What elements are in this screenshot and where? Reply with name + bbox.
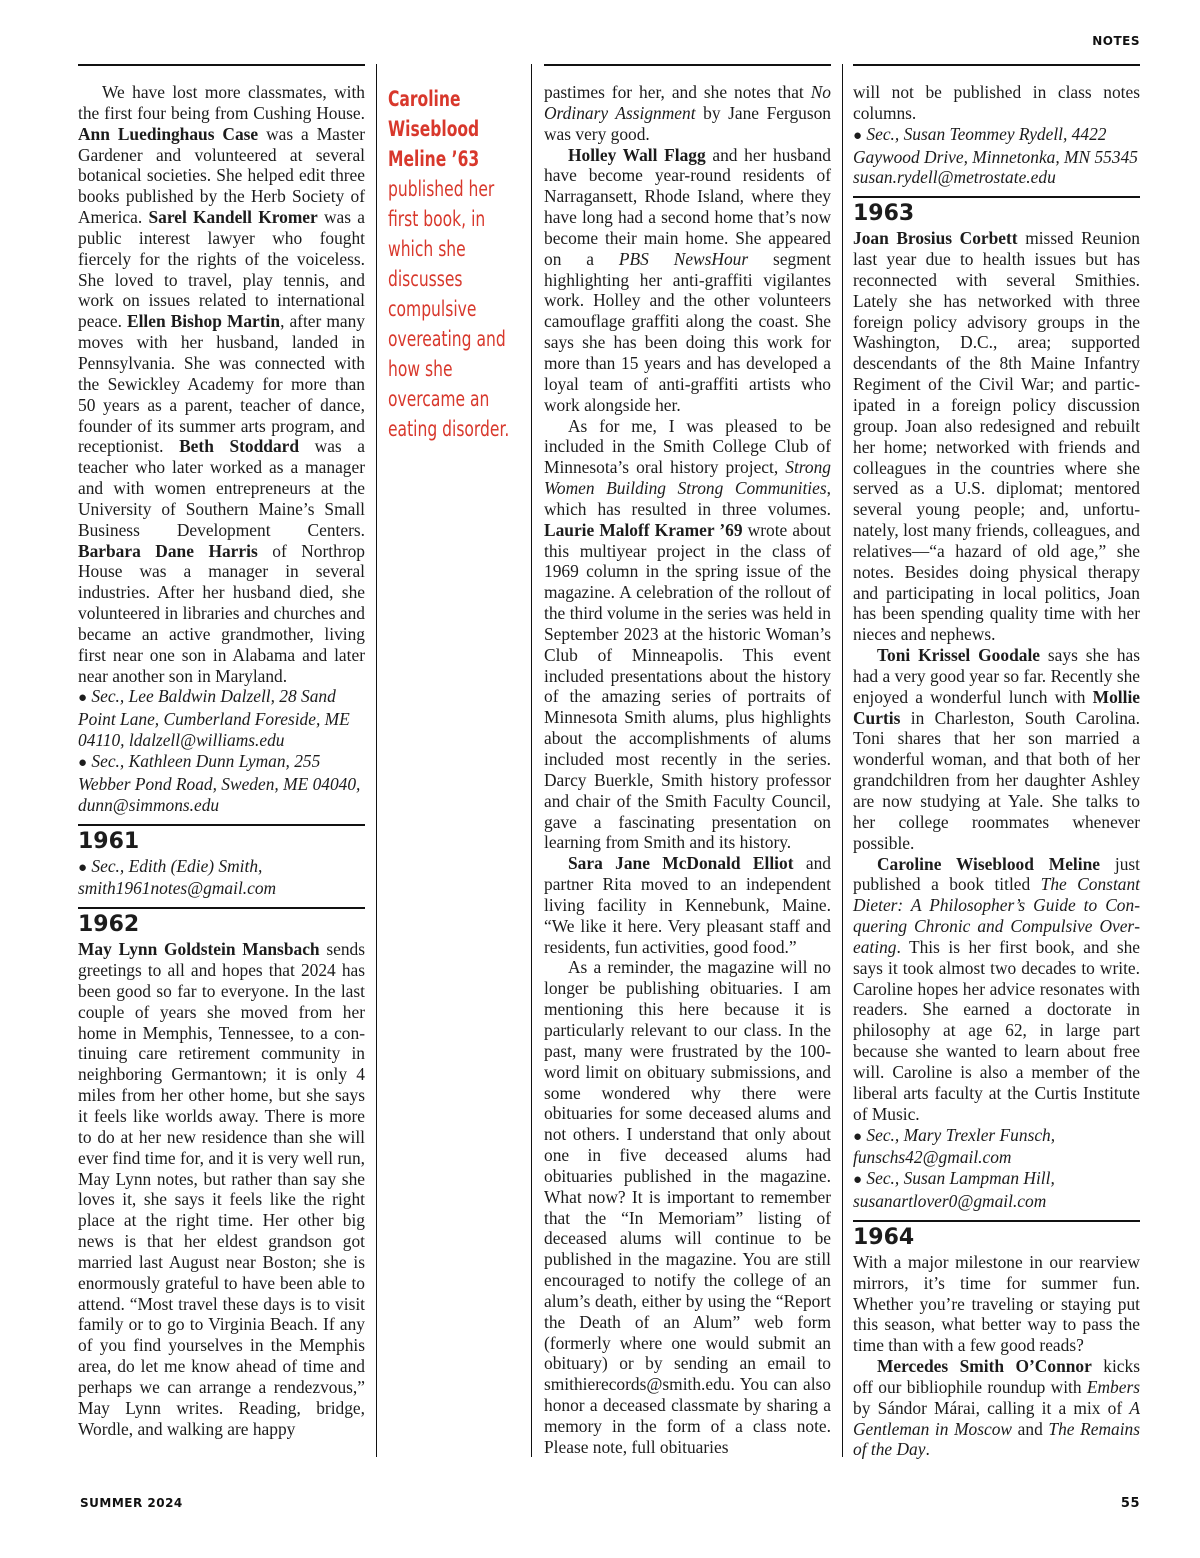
pull-quote-text: published her first book, in which she discusses compulsive overeating and how she overcame an eating disorder.: [388, 177, 510, 441]
pull-quote-name: Caroline Wiseblood Meline ’63: [388, 87, 480, 171]
bullet-icon: ●: [78, 859, 88, 876]
pull-quote: [388, 84, 518, 444]
class-note-paragraph: Holley Wall Flagg and her husband have become year-round residents of Narragansett, Rhode Island, where they have long had a second home that’s now become their main home. She appeared on a PBS NewsHour segment highlighting her anti-graffiti vigilantes work. Holley and the other volunteers camouflage graffiti along the coast. She says she has been doing this work for more than 15 years and has developed a loyal team of anti-graffiti artists who work alongside her.: [544, 144, 832, 415]
class-year-heading: 1961: [78, 824, 365, 856]
column-divider: [842, 64, 843, 1457]
column-1: [78, 82, 365, 1439]
class-note-paragraph: With a major milestone in our rearview mirrors, it’s time for summer fun. Whether you’re traveling or staying put this season, what better way to pass the time than with a few good reads?: [853, 1251, 1140, 1356]
column-top-rule: [78, 64, 365, 66]
column-divider: [531, 64, 532, 1457]
class-year-heading: 1964: [853, 1220, 1140, 1252]
column-divider: [376, 64, 377, 1457]
section-running-head: NOTES: [1092, 34, 1140, 48]
class-note-paragraph: Caroline Wiseblood Meline just published a book titled The Constant Dieter: A Philosopher’s Guide to Conquering Chronic and Compulsive Overeating. This is her first book, and she says it took almost two decades to write. Caroline hopes her advice resonates with readers. She earned a doctorate in philosophy at age 62, in large part because she wanted to learn about free will. Caroline is also a member of the liberal arts faculty at the Curtis Institute of Music.: [853, 853, 1141, 1124]
class-note-paragraph: May Lynn Goldstein Mansbach sends greetings to all and hopes that 2024 has been good so far to everyone. In the last couple of years she moved from her home in Memphis, Tennessee, to a continuing care retirement community in neighboring Germantown; it is only 4 miles from her other home, but she says it feels like worlds away. There is more to do at her new residence than she will ever find time for, and it is very well run, May Lynn notes, but rather than say she loves it, she says it feels like the right place at the right time. Her other big news is that her eldest grandson got married last August near Boston; she is enormously grateful to have been able to attend. “Most travel these days is to visit family or to go to Virginia Beach. If any of you find yourselves in the Memphis area, do let me know ahead of time and perhaps we can arrange a rendezvous,” May Lynn writes. Reading, bridge, Wordle, and walking are happy: [78, 939, 366, 1439]
class-note-paragraph: Mercedes Smith O’Connor kicks off our bibliophile roundup with Embers by Sándor Márai, calling it a mix of A Gentleman in Moscow and The Remains of the Day.: [853, 1356, 1141, 1460]
class-year-heading: 1963: [853, 196, 1140, 228]
class-note-paragraph: As for me, I was pleased to be included in the Smith College Club of Minnesota’s oral history project, Strong Women Building Strong Communities, which has resulted in three volumes. Laurie Maloff Kramer ’69 wrote about this multiyear project in the class of 1969 column in the spring issue of the magazine. A celebration of the rollout of the third volume in the series was held in September 2023 at the historic Woman’s Club of Minneapolis. This event included presentations about the history of the amazing series of portraits of Minnesota Smith alums, plus highlights about the accomplishments of alums included most recently in the series. Darcy Buerkle, Smith history professor and chair of the Smith Faculty Council, gave a fascinating presentation on learning from Smith and its history.: [544, 415, 831, 853]
class-year-heading: 1962: [78, 907, 365, 939]
class-note-paragraph: Toni Krissel Goodale says she has had a very good year so far. Recently she enjoyed a wonderful lunch with Mollie Curtis in Charleston, South Carolina. Toni shares that her son married a wonderful woman, and that both of her grandchildren from her daughter Ashley are now studying at Yale. She talks to her college roommates whenever possible.: [853, 645, 1140, 853]
issue-label: SUMMER 2024: [80, 1496, 183, 1510]
secretary-contact: ● Sec., Susan Teommey Rydell, 4422 Gaywood Drive, Minnetonka, MN 55345 susan.rydell@metrostate.edu: [853, 123, 1138, 188]
bullet-icon: ●: [78, 690, 88, 707]
secretary-contact: ● Sec., Edith (Edie) Smith, smith1961notes@gmail.com: [78, 855, 277, 899]
secretary-contact: ● Sec., Susan Lampman Hill, susanartlover0@gmail.com: [853, 1168, 1055, 1212]
column-top-rule: [544, 64, 831, 66]
column-2: [544, 82, 831, 1458]
class-note-paragraph: pastimes for her, and she notes that No Ordinary Assignment by Jane Ferguson was very good.: [544, 82, 831, 144]
bullet-icon: ●: [853, 1172, 863, 1189]
column-top-rule: [853, 64, 1140, 66]
class-note-paragraph: will not be published in class notes columns.: [853, 82, 1140, 123]
secretary-contact: ● Sec., Lee Baldwin Dalzell, 28 Sand Point Lane, Cumberland Foreside, ME 04110, ldalzell@williams.edu: [78, 686, 350, 751]
bullet-icon: ●: [853, 1128, 863, 1145]
bullet-icon: ●: [78, 755, 88, 771]
class-note-paragraph: As a reminder, the magazine will no longer be publishing obituaries. I am mentioning this here because it is particularly relevant to our class. In the past, many were frustrated by the 100-word limit on obituary submissions, and some wondered why there were obituaries for some deceased alums and not others. I understand that only about one in five deceased alums had obituaries published in the magazine. What now? It is important to remember that the “In Memoriam” listing of deceased alums will continue to be published in the magazine. You are still encouraged to notify the college of an alum’s death, either by using the “Report the Death of an Alum” web form (formerly where one would submit an obituary) or by sending an email to smithierecords@smith.edu. You can also honor a deceased classmate by sharing a memory in the form of a class note. Please note, full obituaries: [544, 957, 831, 1457]
class-note-paragraph: We have lost more classmates, with the first four being from Cushing House. Ann Luedinghaus Case was a Master Gardener and volunteered at several botanical societies. She helped edit three books published by the Herb Society of America. Sarel Kandell Kromer was a public interest lawyer who fought fiercely for the rights of the voiceless. She loved to travel, play tennis, and work on issues related to international peace. Ellen Bishop Martin, after many moves with her husband, landed in Pennsylvania. She was connected with the Sewickley Academy for more than 50 years as a parent, teacher of dance, founder of its summer arts program, and receptionist. Beth Stoddard was a teacher who later worked as a manager and with women entrepreneurs at the University of Southern Maine’s Small Business Development Centers. Barbara Dane Harris of Northrop House was a manager in several industries. After her husband died, she volunteered in libraries and churches and became an active grandmother, living first near one son in Alabama and later near another son in Maryland.: [78, 82, 365, 686]
class-note-paragraph: Joan Brosius Corbett missed Reunion last year due to health issues but has reconnected with several Smithies. Lately she has networked with three foreign policy advisory groups in the Washington, D.C., area; supported descendants of the 8th Maine Infantry Regiment of the Civil War; and participated in a foreign policy discussion group. Joan also redesigned and rebuilt her home; networked with friends and colleagues in the countries where she served as a U.S. diplomat; mentored several young people; and, unfortunately, lost many friends, colleagues, and relatives—“a hazard of old age,” she notes. Besides doing physical therapy and participating in local politics, Joan has been spending quality time with her nieces and nephews.: [853, 228, 1141, 645]
secretary-contact: ● Sec., Kathleen Dunn Lyman, 255 Webber Pond Road, Sweden, ME 04040, dunn@simmons.edu: [78, 751, 361, 815]
bullet-icon: ●: [853, 127, 863, 144]
secretary-contact: ● Sec., Mary Trexler Funsch, funschs42@gmail.com: [853, 1124, 1056, 1168]
class-note-paragraph: Sara Jane McDonald Elliot and partner Rita moved to an independent living facility in Kennebunk, Maine. “We like it here. Very pleasant staff and residents, fun activities, good food.”: [544, 853, 831, 957]
page-number: 55: [1120, 1496, 1140, 1511]
column-3: [853, 82, 1140, 1460]
